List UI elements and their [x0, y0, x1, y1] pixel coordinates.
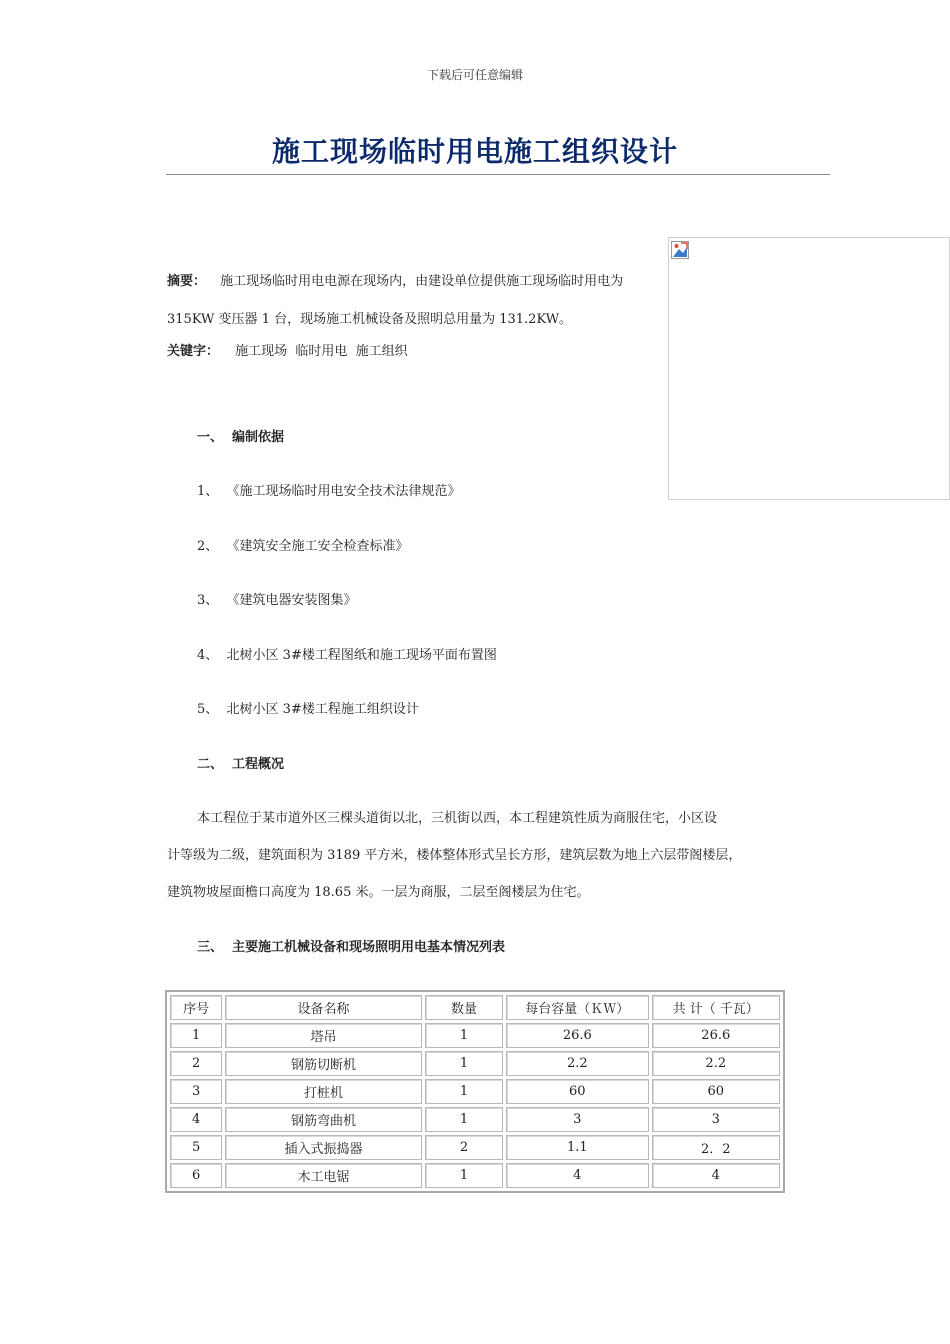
table-cell: 1 [425, 1079, 503, 1104]
section-3-heading: 三、 主要施工机械设备和现场照明用电基本情况列表 [197, 940, 506, 955]
table-cell: 3 [652, 1107, 780, 1132]
table-cell: 2 [170, 1051, 222, 1076]
abstract-line-2: 315KW 变压器 1 台，现场施工机械设备及照明总用量为 131.2KW。 [167, 312, 573, 327]
image-placeholder [668, 237, 950, 500]
table-cell: 木工电锯 [225, 1163, 422, 1188]
reference-item-5: 5、 北树小区 3#楼工程施工组织设计 [197, 702, 419, 717]
title-divider [166, 174, 830, 175]
table-header-row [170, 995, 780, 1020]
table-cell: 1 [425, 1163, 503, 1188]
equipment-table [165, 990, 785, 1193]
overview-line-2: 计等级为二级，建筑面积为 3189 平方米，楼体整体形式呈长方形，建筑层数为地上六层带阁楼层， [167, 848, 742, 863]
table-cell: 2.2 [652, 1051, 780, 1076]
header-note: 下载后可任意编辑 [426, 68, 523, 82]
overview-line-1: 本工程位于某市道外区三棵头道街以北，三机街以西，本工程建筑性质为商服住宅，小区设 [197, 811, 718, 826]
table-cell: 4 [652, 1163, 780, 1188]
page-title: 施工现场临时用电施工组织设计 [271, 135, 678, 168]
table-cell: 3 [170, 1079, 222, 1104]
table-cell: 钢筋切断机 [225, 1051, 422, 1076]
table-cell: 2．2 [652, 1135, 780, 1160]
reference-item-2: 2、 《建筑安全施工安全检查标准》 [197, 539, 409, 554]
table-cell: 钢筋弯曲机 [225, 1107, 422, 1132]
table-header-cell: 设备名称 [225, 995, 422, 1020]
overview-line-3: 建筑物坡屋面檐口高度为 18.65 米。一层为商服，二层至阁楼层为住宅。 [167, 885, 590, 900]
table-header-cell: 数量 [425, 995, 503, 1020]
abstract-label: 摘要： [167, 274, 207, 289]
reference-item-1: 1、 《施工现场临时用电安全技术法律规范》 [197, 484, 461, 499]
table-cell: 4 [506, 1163, 648, 1188]
table-cell: 打桩机 [225, 1079, 422, 1104]
table-cell: 6 [170, 1163, 222, 1188]
reference-item-4: 4、 北树小区 3#楼工程图纸和施工现场平面布置图 [197, 648, 497, 663]
table-cell: 4 [170, 1107, 222, 1132]
table-cell: 26.6 [652, 1023, 780, 1048]
table-row [170, 1051, 780, 1076]
table-cell: 2 [425, 1135, 503, 1160]
table-row [170, 1023, 780, 1048]
table-header-cell: 序号 [170, 995, 222, 1020]
table-cell: 1 [425, 1107, 503, 1132]
table-cell: 插入式振捣器 [225, 1135, 422, 1160]
table-cell: 塔吊 [225, 1023, 422, 1048]
table-row [170, 1107, 780, 1132]
table-cell: 3 [506, 1107, 648, 1132]
table-cell: 1.1 [506, 1135, 648, 1160]
table-cell: 60 [652, 1079, 780, 1104]
table-header-cell: 共 计（ 千瓦） [652, 995, 780, 1020]
table-cell: 26.6 [506, 1023, 648, 1048]
table-cell: 1 [170, 1023, 222, 1048]
table-header-cell: 每台容量（ＫＷ） [506, 995, 648, 1020]
table-row [170, 1135, 780, 1160]
keywords-line [167, 342, 408, 362]
table-row [170, 1079, 780, 1104]
table-cell: 2.2 [506, 1051, 648, 1076]
table-cell: 60 [506, 1079, 648, 1104]
reference-item-3: 3、 《建筑电器安装图集》 [197, 593, 357, 608]
broken-image-icon [671, 241, 689, 259]
keywords-text: 施工现场 临时用电 施工组织 [235, 344, 408, 359]
table-row [170, 1163, 780, 1188]
table-cell: 1 [425, 1023, 503, 1048]
table-cell: 1 [425, 1051, 503, 1076]
abstract-text-1: 施工现场临时用电电源在现场内，由建设单位提供施工现场临时用电为 [220, 274, 624, 289]
section-1-heading: 一、 编制依据 [197, 430, 285, 445]
table-cell: 5 [170, 1135, 222, 1160]
abstract-line-1 [167, 272, 623, 292]
section-2-heading: 二、 工程概况 [197, 757, 285, 772]
keywords-label: 关键字： [167, 344, 220, 359]
